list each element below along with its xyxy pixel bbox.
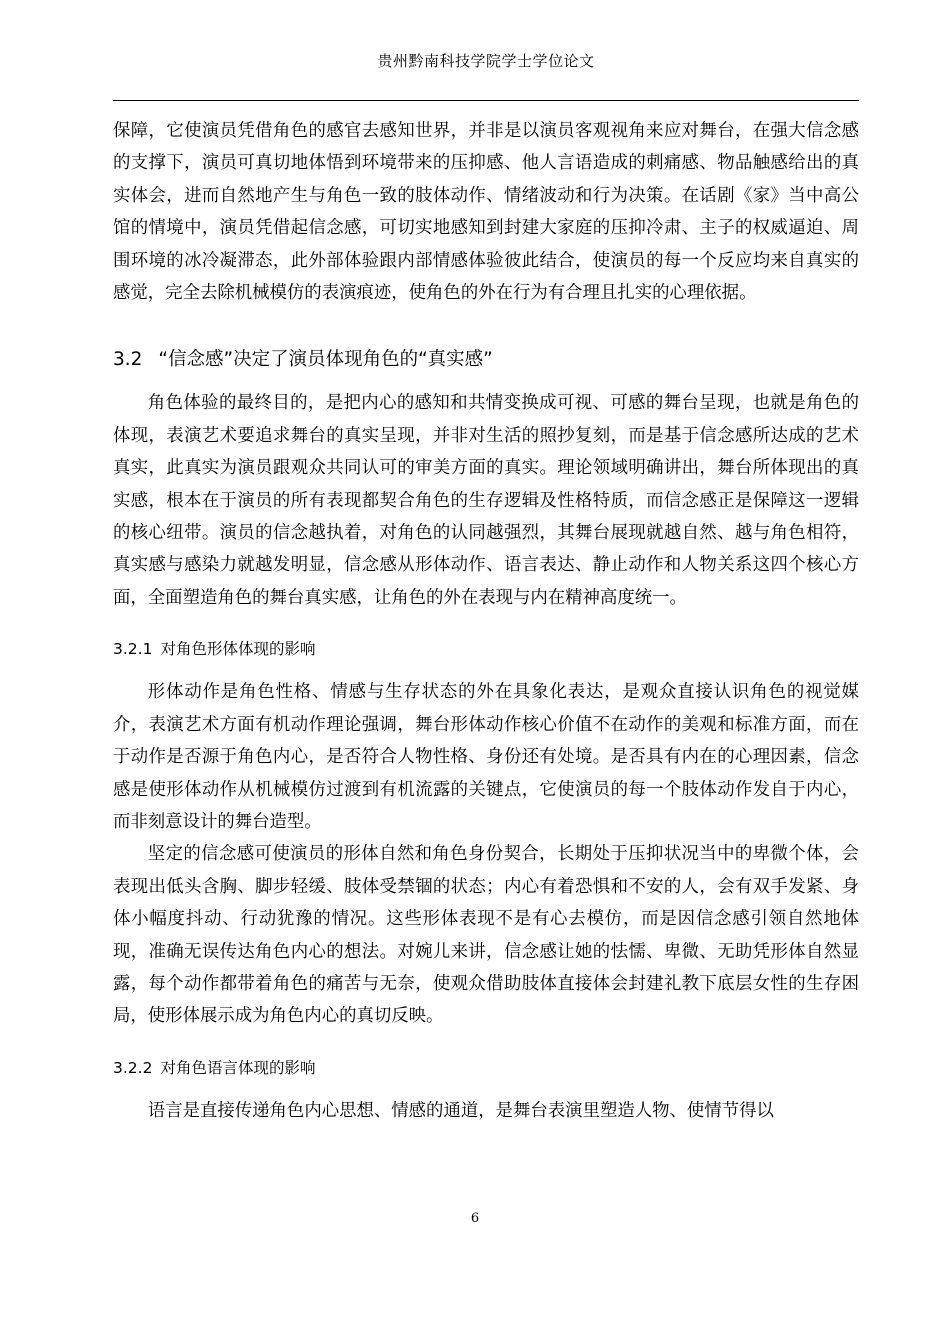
section-heading-3-2 — [113, 343, 859, 377]
subsection-heading-3-2-2 — [113, 1053, 859, 1083]
header-title: 贵州黔南科技学院学士学位论文 — [377, 52, 595, 70]
subsection-number: 3.2.1 — [113, 640, 153, 659]
subsection-heading-3-2-1 — [113, 634, 859, 664]
section-number: 3.2 — [113, 349, 143, 371]
paragraph-3-2-2: 语言是直接传递角色内心思想、情感的通道，是舞台表演里塑造人物、使情节得以 — [147, 1100, 774, 1121]
page-content — [113, 115, 859, 1127]
section-title: “信念感”决定了演员体现角色的“真实感” — [158, 349, 493, 371]
subsection-title: 对角色形体体现的影响 — [160, 640, 316, 659]
subsection-number: 3.2.2 — [113, 1058, 153, 1077]
subsection-title: 对角色语言体现的影响 — [160, 1058, 316, 1077]
paragraph-3-2-1-b: 坚定的信念感可使演员的形体自然和角色身份契合，长期处于压抑状况当中的卑微个体，会表现出低头含胸、脚步轻缓、肢体受禁锢的状态；内心有着恐惧和不安的人，会有双手发紧、身体小幅度抖动、行动犹豫的情况。这些形体表现不是有心去模仿，而是因信念感引领自然地体现，准确无误传达角色内心的想法。对婉儿来讲，信念感让她的怯懦、卑微、无助凭形体自然显露，每个动作都带着角色的痛苦与无奈，使观众借助肢体直接体会封建礼教下底层女性的生存困局，使形体展示成为角色内心的真切反映。 — [113, 844, 859, 1027]
paragraph-intro: 保障，它使演员凭借角色的感官去感知世界，并非是以演员客观视角来应对舞台，在强大信念感的支撑下，演员可真切地体悟到环境带来的压抑感、他人言语造成的刺痛感、物品触感给出的真实体会，进而自然地产生与角色一致的肢体动作、情绪波动和行为决策。在话剧《家》当中高公馆的情境中，演员凭借起信念感，可切实地感知到封建大家庭的压抑冷肃、主子的权威逼迫、周围环境的冰冷凝滞态，此外部体验跟内部情感体验彼此结合，使演员的每一个反应均来自真实的感觉，完全去除机械模仿的表演痕迹，使角色的外在行为有合理且扎实的心理依据。 — [113, 121, 859, 304]
paragraph-3-2-1-a: 形体动作是角色性格、情感与生存状态的外在具象化表达，是观众直接认识角色的视觉媒介，表演艺术方面有机动作理论强调，舞台形体动作核心价值不在动作的美观和标准方面，而在于动作是否源于角色内心，是否符合人物性格、身份还有处境。是否具有内在的心理因素，信念感是使形体动作从机械模仿过渡到有机流露的关键点，它使演员的每一个肢体动作发自于内心，而非刻意设计的舞台造型。 — [113, 682, 859, 832]
page-header — [113, 46, 859, 101]
paragraph-3-2: 角色体验的最终目的，是把内心的感知和共情变换成可视、可感的舞台呈现，也就是角色的体现，表演艺术要追求舞台的真实呈现，并非对生活的照抄复刻，而是基于信念感所达成的艺术真实，此真实为演员跟观众共同认可的审美方面的真实。理论领域明确讲出，舞台所体现出的真实感，根本在于演员的所有表现都契合角色的生存逻辑及性格特质，而信念感正是保障这一逻辑的核心纽带。演员的信念越执着，对角色的认同越强烈，其舞台展现就越自然、越与角色相符，真实感与感染力就越发明显，信念感从形体动作、语言表达、静止动作和人物关系这四个核心方面，全面塑造角色的舞台真实感，让角色的外在表现与内在精神高度统一。 — [113, 393, 859, 608]
page-number: 6 — [470, 1211, 480, 1226]
